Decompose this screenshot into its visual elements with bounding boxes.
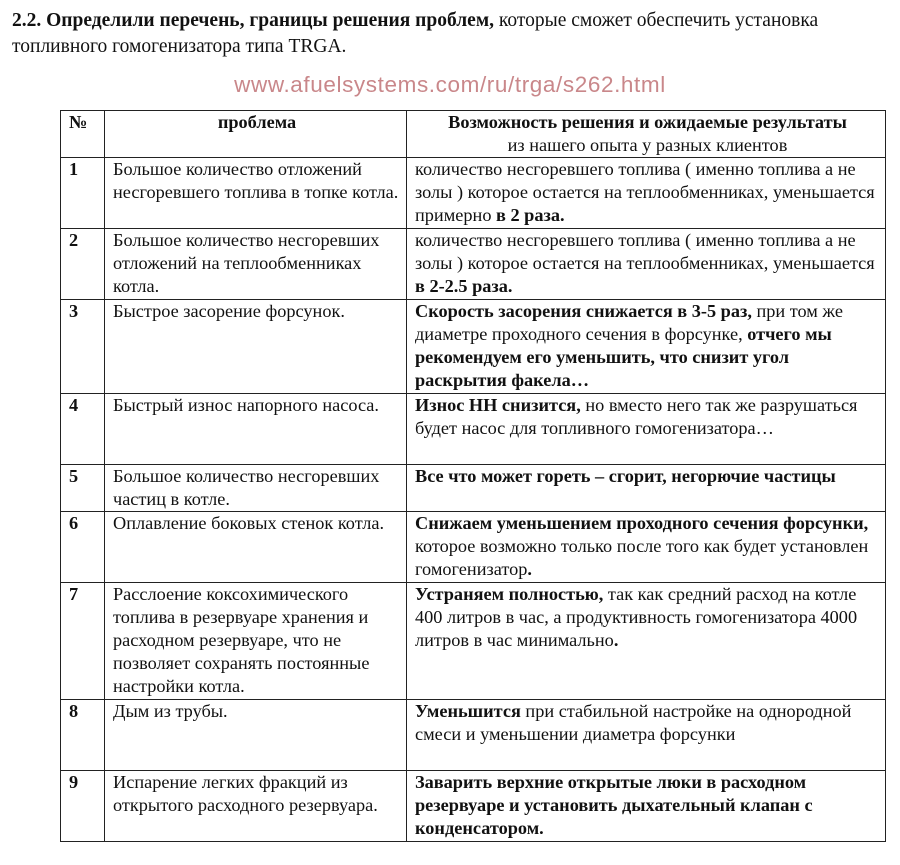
row-number: 9: [61, 771, 105, 842]
row-result: [407, 771, 886, 842]
result-text-bold: в 2-2.5 раза.: [415, 276, 513, 296]
row-result: [407, 394, 886, 465]
header-number: №: [61, 111, 105, 158]
result-text-bold: .: [527, 559, 532, 579]
result-text-bold: отчего мы рекомендуем его уменьшить, что снизит угол раскрытия факела…: [415, 324, 832, 390]
result-text: при стабильной настройке на однородной смеси и уменьшении диаметра форсунки: [415, 701, 852, 744]
table-row: [61, 512, 886, 583]
row-problem: Быстрое засорение форсунок.: [105, 300, 407, 394]
table-row: [61, 700, 886, 771]
table-row: [61, 465, 886, 512]
result-text-bold: в 2 раза.: [496, 205, 565, 225]
header-problem: проблема: [105, 111, 407, 158]
result-text-bold: Скорость засорения снижается в 3-5 раз,: [415, 301, 752, 321]
result-text: которое возможно только после того как будет установлен гомогенизатор: [415, 536, 869, 579]
row-problem: Дым из трубы.: [105, 700, 407, 771]
result-text-bold: Все что может гореть – сгорит, негорючие частицы: [415, 466, 836, 486]
result-text-bold: Устраняем полностью,: [415, 584, 604, 604]
header-result: [407, 111, 886, 158]
result-text: так как средний расход на котле 400 литров в час, а продуктивность гомогенизатора 4000 литров в час минимально: [415, 584, 858, 650]
row-number: 6: [61, 512, 105, 583]
table-header-row: [61, 111, 886, 158]
result-text-bold: .: [613, 630, 619, 650]
row-number: 7: [61, 583, 105, 700]
row-result: [407, 700, 886, 771]
result-text: количество несгоревшего топлива ( именно топлива а не золы ) которое остается на теплообменниках, уменьшается примерно: [415, 159, 875, 225]
result-text: при том же диаметре проходного сечения в форсунке,: [415, 301, 843, 344]
row-result: [407, 465, 886, 512]
row-number: 1: [61, 158, 105, 229]
row-number: 2: [61, 229, 105, 300]
row-problem: Большое количество несгоревших отложений на теплообменниках котла.: [105, 229, 407, 300]
problems-table: [60, 110, 886, 842]
watermark-url: www.afuelsystems.com/ru/trga/s262.html: [234, 72, 666, 97]
row-problem: Быстрый износ напорного насоса.: [105, 394, 407, 465]
row-result: [407, 583, 886, 700]
header-result-subtitle: из нашего опыта у разных клиентов: [507, 135, 788, 155]
header-result-title: Возможность решения и ожидаемые результаты: [448, 112, 847, 132]
row-result: [407, 229, 886, 300]
row-problem: Испарение легких фракций из открытого расходного резервуара.: [105, 771, 407, 842]
row-number: 5: [61, 465, 105, 512]
table-row: [61, 771, 886, 842]
table-row: [61, 394, 886, 465]
result-text: количество несгоревшего топлива ( именно топлива а не золы ) которое остается на теплообменниках, уменьшается: [415, 230, 875, 273]
section-heading-text: которые сможет обеспечить установка топливного гомогенизатора типа TRGA.: [12, 10, 819, 57]
section-heading-bold: 2.2. Определили перечень, границы решения проблем,: [12, 10, 494, 31]
table-row: [61, 158, 886, 229]
table-row: [61, 583, 886, 700]
result-text-bold: Уменьшится: [415, 701, 521, 721]
row-problem: Большое количество отложений несгоревшего топлива в топке котла.: [105, 158, 407, 229]
row-problem: Расслоение коксохимического топлива в резервуаре хранения и расходном резервуаре, что не позволяет сохранять постоянные настройки котла.: [105, 583, 407, 700]
section-heading: [12, 8, 882, 60]
row-problem: Большое количество несгоревших частиц в котле.: [105, 465, 407, 512]
row-result: [407, 300, 886, 394]
row-number: 3: [61, 300, 105, 394]
row-problem: Оплавление боковых стенок котла.: [105, 512, 407, 583]
result-text-bold: Снижаем уменьшением проходного сечения форсунки,: [415, 513, 869, 533]
table-row: [61, 300, 886, 394]
result-text-bold: Заварить верхние открытые люки в расходном резервуаре и установить дыхательный клапан с конденсатором.: [415, 772, 813, 838]
row-number: 4: [61, 394, 105, 465]
row-result: [407, 512, 886, 583]
row-result: [407, 158, 886, 229]
table-row: [61, 229, 886, 300]
result-text: но вместо него так же разрушаться будет насос для топливного гомогенизатора…: [415, 395, 858, 438]
result-text-bold: Износ НН снизится,: [415, 395, 581, 415]
row-number: 8: [61, 700, 105, 771]
